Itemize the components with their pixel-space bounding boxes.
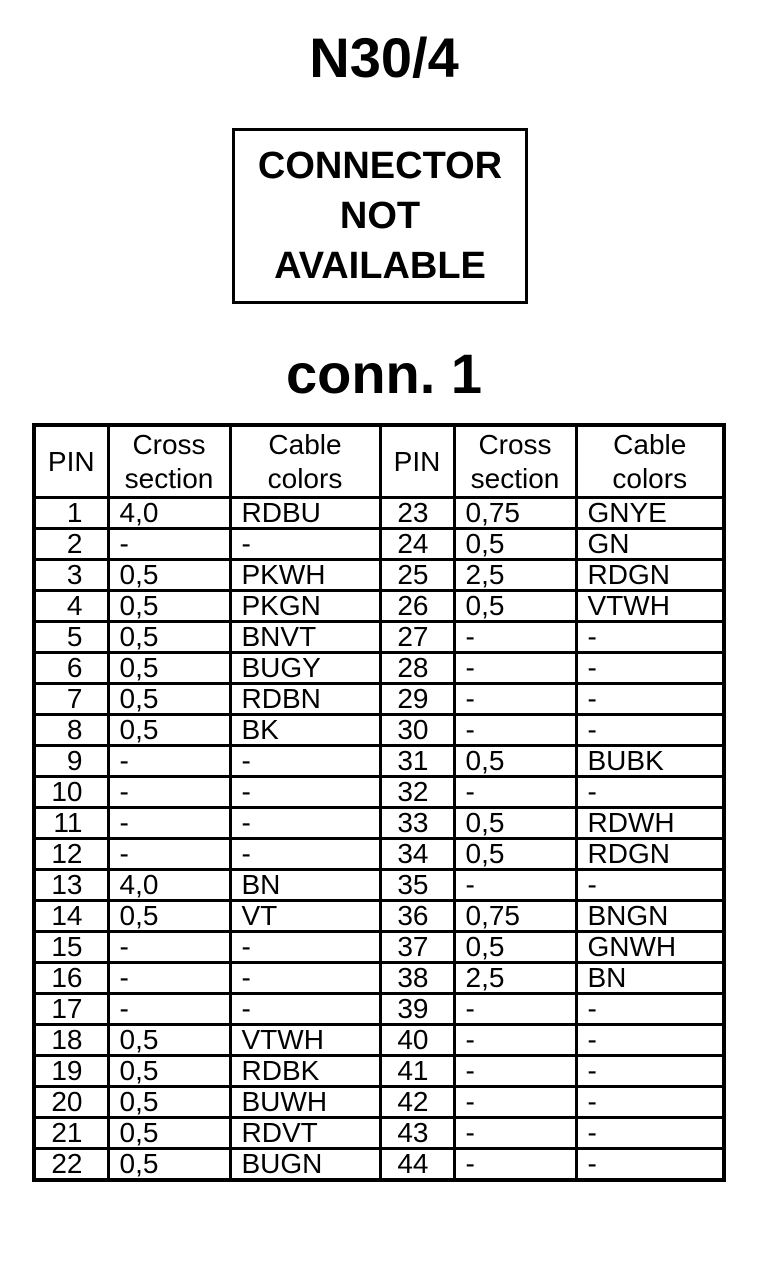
cable-color-cell: - xyxy=(576,684,724,715)
table-row xyxy=(34,1087,724,1118)
pin-cell: 21 xyxy=(34,1118,108,1149)
table-row xyxy=(34,777,724,808)
pin-cell: 27 xyxy=(380,622,454,653)
cross-section-cell: - xyxy=(108,808,230,839)
cable-color-cell: - xyxy=(230,994,380,1025)
cross-section-cell: - xyxy=(454,622,576,653)
cross-section-cell: 0,75 xyxy=(454,901,576,932)
connector-title: conn. 1 xyxy=(285,342,483,405)
cable-color-cell: BUWH xyxy=(230,1087,380,1118)
header-cable-colors: Cable colors xyxy=(576,425,724,498)
pin-cell: 37 xyxy=(380,932,454,963)
pin-cell: 28 xyxy=(380,653,454,684)
table-row xyxy=(34,560,724,591)
cross-section-cell: - xyxy=(454,684,576,715)
cable-color-cell: VT xyxy=(230,901,380,932)
pin-assignment-table xyxy=(32,423,726,1182)
cross-section-cell: - xyxy=(108,963,230,994)
pin-cell: 25 xyxy=(380,560,454,591)
cross-section-cell: - xyxy=(454,870,576,901)
table-row xyxy=(34,498,724,529)
pin-cell: 3 xyxy=(34,560,108,591)
table-row xyxy=(34,901,724,932)
cable-color-cell: VTWH xyxy=(576,591,724,622)
table-row xyxy=(34,839,724,870)
cross-section-cell: 0,5 xyxy=(108,1118,230,1149)
cable-color-cell: BUGY xyxy=(230,653,380,684)
notice-line-1: CONNECTOR xyxy=(257,145,503,187)
cross-section-cell: 0,5 xyxy=(454,808,576,839)
cable-color-cell: - xyxy=(576,994,724,1025)
notice-line-2: NOT xyxy=(339,195,421,237)
pin-cell: 22 xyxy=(34,1149,108,1181)
cross-section-cell: - xyxy=(454,1025,576,1056)
cross-section-cell: 0,5 xyxy=(108,715,230,746)
pin-cell: 42 xyxy=(380,1087,454,1118)
cable-color-cell: PKWH xyxy=(230,560,380,591)
cross-section-cell: 0,5 xyxy=(108,1025,230,1056)
cable-color-cell: GNYE xyxy=(576,498,724,529)
cross-section-cell: 0,5 xyxy=(454,839,576,870)
cross-section-cell: 0,5 xyxy=(108,591,230,622)
pin-cell: 5 xyxy=(34,622,108,653)
pin-cell: 20 xyxy=(34,1087,108,1118)
cross-section-cell: 4,0 xyxy=(108,498,230,529)
cross-section-cell: - xyxy=(454,1118,576,1149)
pin-cell: 13 xyxy=(34,870,108,901)
cross-section-cell: - xyxy=(108,839,230,870)
table-row xyxy=(34,684,724,715)
cable-color-cell: BUBK xyxy=(576,746,724,777)
cable-color-cell: - xyxy=(230,963,380,994)
pin-cell: 36 xyxy=(380,901,454,932)
pin-cell: 38 xyxy=(380,963,454,994)
cable-color-cell: RDBN xyxy=(230,684,380,715)
table-header-row xyxy=(34,425,724,498)
table-row xyxy=(34,1118,724,1149)
cross-section-cell: 0,5 xyxy=(108,901,230,932)
table-row xyxy=(34,1056,724,1087)
cable-color-cell: - xyxy=(576,870,724,901)
pin-cell: 23 xyxy=(380,498,454,529)
cable-color-cell: - xyxy=(230,746,380,777)
cross-section-cell: - xyxy=(454,715,576,746)
cross-section-cell: - xyxy=(108,777,230,808)
table-row xyxy=(34,1025,724,1056)
table-row xyxy=(34,963,724,994)
pin-cell: 32 xyxy=(380,777,454,808)
cable-color-cell: - xyxy=(230,529,380,560)
cross-section-cell: - xyxy=(108,529,230,560)
pin-cell: 4 xyxy=(34,591,108,622)
cross-section-cell: - xyxy=(454,994,576,1025)
cross-section-cell: 0,5 xyxy=(108,684,230,715)
pin-cell: 34 xyxy=(380,839,454,870)
cable-color-cell: BN xyxy=(576,963,724,994)
pin-cell: 6 xyxy=(34,653,108,684)
cable-color-cell: GNWH xyxy=(576,932,724,963)
cable-color-cell: BNVT xyxy=(230,622,380,653)
cable-color-cell: - xyxy=(576,1087,724,1118)
cross-section-cell: - xyxy=(108,746,230,777)
connector-not-available-box xyxy=(232,128,528,304)
cross-section-cell: 0,75 xyxy=(454,498,576,529)
cross-section-cell: 0,5 xyxy=(454,932,576,963)
cross-section-cell: 0,5 xyxy=(454,746,576,777)
pin-cell: 1 xyxy=(34,498,108,529)
cable-color-cell: BK xyxy=(230,715,380,746)
cable-color-cell: PKGN xyxy=(230,591,380,622)
pin-cell: 14 xyxy=(34,901,108,932)
cross-section-cell: 0,5 xyxy=(108,1087,230,1118)
pin-cell: 33 xyxy=(380,808,454,839)
pin-cell: 9 xyxy=(34,746,108,777)
pin-cell: 35 xyxy=(380,870,454,901)
cross-section-cell: - xyxy=(454,653,576,684)
pin-cell: 11 xyxy=(34,808,108,839)
pin-cell: 30 xyxy=(380,715,454,746)
table-row xyxy=(34,653,724,684)
cable-color-cell: - xyxy=(576,1118,724,1149)
cable-color-cell: GN xyxy=(576,529,724,560)
table-row xyxy=(34,622,724,653)
pin-cell: 44 xyxy=(380,1149,454,1181)
notice-line-3: AVAILABLE xyxy=(274,245,486,287)
page-title: N30/4 xyxy=(309,26,459,89)
cable-color-cell: - xyxy=(576,653,724,684)
cable-color-cell: - xyxy=(230,808,380,839)
cable-color-cell: RDBK xyxy=(230,1056,380,1087)
cross-section-cell: 0,5 xyxy=(454,591,576,622)
table-row xyxy=(34,870,724,901)
cable-color-cell: - xyxy=(576,715,724,746)
pin-cell: 10 xyxy=(34,777,108,808)
pin-cell: 31 xyxy=(380,746,454,777)
pin-cell: 2 xyxy=(34,529,108,560)
cable-color-cell: RDGN xyxy=(576,839,724,870)
cross-section-cell: - xyxy=(454,1056,576,1087)
pin-cell: 18 xyxy=(34,1025,108,1056)
table-row xyxy=(34,591,724,622)
cross-section-cell: - xyxy=(108,994,230,1025)
pin-cell: 29 xyxy=(380,684,454,715)
cable-color-cell: - xyxy=(576,1149,724,1181)
cable-color-cell: RDWH xyxy=(576,808,724,839)
table-row xyxy=(34,994,724,1025)
pin-cell: 43 xyxy=(380,1118,454,1149)
cross-section-cell: - xyxy=(454,1149,576,1181)
pin-cell: 16 xyxy=(34,963,108,994)
cross-section-cell: 0,5 xyxy=(108,622,230,653)
pin-cell: 19 xyxy=(34,1056,108,1087)
pin-cell: 39 xyxy=(380,994,454,1025)
cable-color-cell: VTWH xyxy=(230,1025,380,1056)
pin-cell: 15 xyxy=(34,932,108,963)
cable-color-cell: - xyxy=(576,622,724,653)
cable-color-cell: - xyxy=(230,777,380,808)
cable-color-cell: BN xyxy=(230,870,380,901)
cable-color-cell: - xyxy=(230,839,380,870)
cable-color-cell: - xyxy=(576,1025,724,1056)
table-row xyxy=(34,932,724,963)
pin-cell: 40 xyxy=(380,1025,454,1056)
table-row xyxy=(34,529,724,560)
cable-color-cell: BNGN xyxy=(576,901,724,932)
cable-color-cell: - xyxy=(576,1056,724,1087)
header-pin: PIN xyxy=(34,425,108,498)
table-row xyxy=(34,746,724,777)
cable-color-cell: RDBU xyxy=(230,498,380,529)
pin-cell: 26 xyxy=(380,591,454,622)
cross-section-cell: 0,5 xyxy=(108,1149,230,1181)
cross-section-cell: - xyxy=(108,932,230,963)
cross-section-cell: 2,5 xyxy=(454,963,576,994)
pin-cell: 8 xyxy=(34,715,108,746)
cross-section-cell: - xyxy=(454,1087,576,1118)
pin-cell: 7 xyxy=(34,684,108,715)
table-row xyxy=(34,715,724,746)
cable-color-cell: - xyxy=(230,932,380,963)
pin-cell: 24 xyxy=(380,529,454,560)
table-row xyxy=(34,1149,724,1181)
cable-color-cell: RDGN xyxy=(576,560,724,591)
cross-section-cell: 2,5 xyxy=(454,560,576,591)
cable-color-cell: RDVT xyxy=(230,1118,380,1149)
pin-cell: 41 xyxy=(380,1056,454,1087)
cross-section-cell: - xyxy=(454,777,576,808)
table-row xyxy=(34,808,724,839)
header-cable-colors: Cable colors xyxy=(230,425,380,498)
header-cross-section: Cross section xyxy=(454,425,576,498)
pin-cell: 12 xyxy=(34,839,108,870)
cross-section-cell: 0,5 xyxy=(108,560,230,591)
cross-section-cell: 0,5 xyxy=(108,1056,230,1087)
cross-section-cell: 0,5 xyxy=(108,653,230,684)
header-pin: PIN xyxy=(380,425,454,498)
cable-color-cell: BUGN xyxy=(230,1149,380,1181)
cable-color-cell: - xyxy=(576,777,724,808)
cross-section-cell: 0,5 xyxy=(454,529,576,560)
pin-cell: 17 xyxy=(34,994,108,1025)
header-cross-section: Cross section xyxy=(108,425,230,498)
cross-section-cell: 4,0 xyxy=(108,870,230,901)
